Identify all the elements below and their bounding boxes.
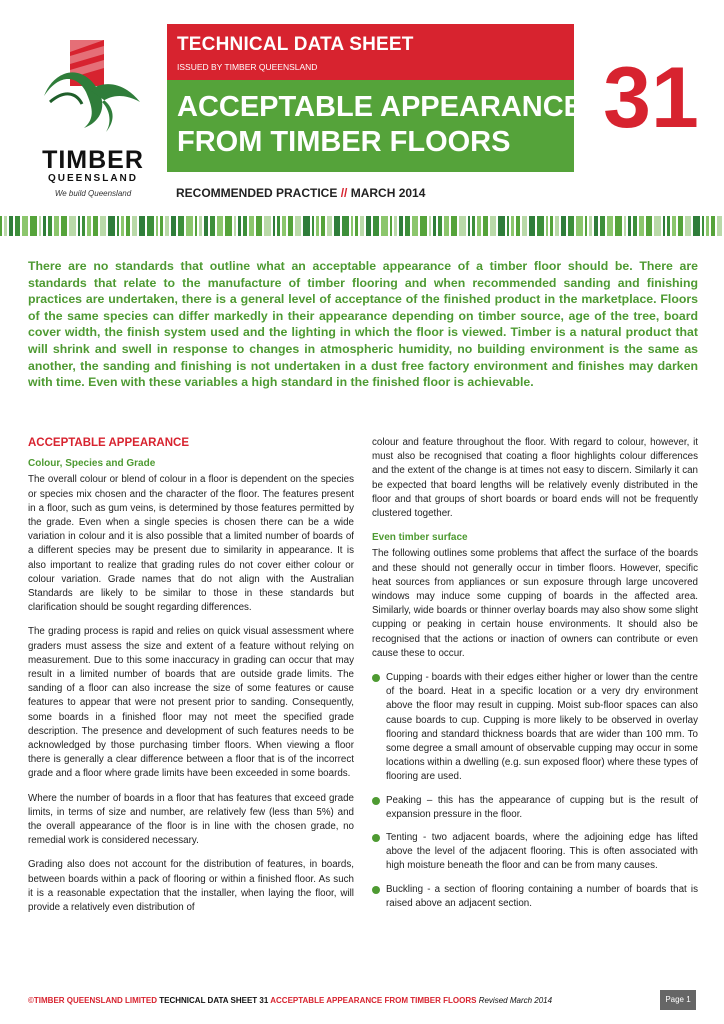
footer-title: ACCEPTABLE APPEARANCE FROM TIMBER FLOORS — [270, 996, 477, 1005]
strip-bar — [381, 216, 388, 236]
strip-bar — [4, 216, 7, 236]
surface-problems-list — [372, 671, 698, 911]
strip-bar — [600, 216, 605, 236]
logo-mark-icon — [40, 32, 144, 136]
strip-bar — [225, 216, 232, 236]
subheading-even-timber-surface: Even timber surface — [372, 532, 468, 544]
document-title — [177, 90, 583, 160]
strip-bar — [555, 216, 559, 236]
paragraph: Where the number of boards in a floor that has features that exceed grade limits, in terms of size and number, are relatively few (less than 5%) and the overall appearance of the floor is in line with the chosen grade, no remedial work is considered necessary. — [28, 792, 354, 847]
strip-bar — [405, 216, 410, 236]
document-title-line-2: FROM TIMBER FLOORS — [177, 126, 511, 158]
page-number-badge: Page 1 — [660, 990, 696, 1010]
strip-bar — [568, 216, 574, 236]
list-item-text: Tenting - two adjacent boards, where the adjoining edge has lifted above the level of the adjacent flooring. This is often associated with high moisture beneath the floor and can be from many causes. — [386, 832, 698, 872]
strip-bar — [711, 216, 715, 236]
strip-bar — [334, 216, 340, 236]
strip-bar — [498, 216, 505, 236]
strip-bar — [282, 216, 286, 236]
strip-bar — [78, 216, 80, 236]
strip-bar — [412, 216, 418, 236]
strip-bar — [0, 216, 2, 236]
strip-bar — [303, 216, 310, 236]
strip-bar — [585, 216, 587, 236]
strip-bar — [483, 216, 488, 236]
header-issued-by: ISSUED BY TIMBER QUEENSLAND — [177, 62, 318, 72]
strip-bar — [147, 216, 154, 236]
footer-copyright: ©TIMBER QUEENSLAND LIMITED — [28, 996, 158, 1005]
strip-bar — [433, 216, 436, 236]
strip-bar — [663, 216, 665, 236]
logo-tagline: We build Queensland — [54, 189, 132, 198]
strip-bar — [529, 216, 535, 236]
strip-bar — [444, 216, 449, 236]
list-item-text: Buckling - a section of flooring containing a number of boards that is raised above an adjacent section. — [386, 883, 698, 909]
strip-bar — [628, 216, 631, 236]
bullet-icon — [372, 797, 380, 805]
recommended-practice-label: RECOMMENDED PRACTICE — [176, 186, 338, 200]
strip-bar — [633, 216, 637, 236]
strip-bar — [121, 216, 124, 236]
strip-bar — [165, 216, 169, 236]
right-column — [372, 436, 698, 920]
strip-bar — [624, 216, 626, 236]
footer-revised: Revised March 2014 — [478, 996, 553, 1005]
strip-bar — [678, 216, 683, 236]
strip-bar — [511, 216, 514, 236]
strip-bar — [264, 216, 271, 236]
strip-bar — [316, 216, 319, 236]
strip-bar — [399, 216, 403, 236]
strip-bar — [420, 216, 427, 236]
strip-bar — [54, 216, 59, 236]
paragraph: The following outlines some problems that affect the surface of the boards and these should not generally occur in timber floors. However, specific heat sources from appliances or sun exposure through large uncovered windows may induce some cupping of boards in the affected area. Similarly, wide boards or thinner overlay boards may also show some slight cupping or peaking in certain house environments. It should also be recognised that the actions or inaction of owners can contribute or even cause these to occur. — [372, 548, 698, 659]
intro-paragraph: There are no standards that outline what an acceptable appearance of a timber floor should be. There are standards that relate to the manufacture of timber flooring and when recommended sanding and finishing practices are undertaken, there is a general level of acceptance of the finished product in the marketplace. Floors of the same species can differ markedly in their appearance depending on timber source, age of the tree, board cover width, the finish system used and the lighting in which the floor is viewed. Timber is a natural product that will shrink and swell in response to changes in atmospheric humidity, no building environment is the same as another, the sanding and finishing is not undertaken in a dust free factory environment and finishes may darken with time. Even with these variables a high standard in the finished floor is achievable. — [28, 259, 698, 390]
strip-bar — [30, 216, 37, 236]
strip-bar — [178, 216, 184, 236]
strip-bar — [546, 216, 548, 236]
paragraph: colour and feature throughout the floor. With regard to colour, however, it must also be recognised that coating a floor highlights colour differences and the extent of the change is at times not easy to discern. Similarly it can be expected that board lengths will be relatively evenly distributed in the floor and that groups of short boards or board ends will not be frequently clustered together. — [372, 437, 698, 520]
strip-bar — [100, 216, 106, 236]
list-item-text: Peaking – this has the appearance of cupping but is the result of expansion pressure in the floor. — [386, 794, 698, 820]
strip-bar — [685, 216, 691, 236]
strip-bar — [373, 216, 379, 236]
paragraph: The grading process is rapid and relies on quick visual assessment where graders must assess the size and extent of a feature without relying on measurement. Due to this some inaccuracy in grading can occur that may result in a limited number of boards that are outside grade limits. The sanding of a floor can also increase the size of some features or cause features to appear that were not present prior to sanding. Consequently, some boards in a finished floor may not meet the specified grade description. The presence and development of such features needs to be acknowledged by those purchasing timber floors. When viewing a floor there is generally a clear difference between a floor that is of the incorrect grade and a floor where grade limits have been exceeded in some boards. — [28, 626, 354, 780]
strip-bar — [646, 216, 652, 236]
header-main-band — [167, 80, 584, 172]
strip-bar — [672, 216, 676, 236]
strip-bar — [312, 216, 314, 236]
strip-bar — [171, 216, 176, 236]
paragraph: Grading also does not account for the distribution of features, in boards, between boards within a pack of flooring or within a finished floor. As such it is a reasonable expectation that the installer, when laying the floor, will provide a relatively even distribution of — [28, 859, 354, 914]
strip-bar — [321, 216, 325, 236]
bullet-icon — [372, 834, 380, 842]
strip-bar — [327, 216, 332, 236]
strip-bar — [204, 216, 208, 236]
strip-bar — [126, 216, 130, 236]
section-heading-acceptable-appearance: ACCEPTABLE APPEARANCE — [28, 437, 190, 449]
list-item — [372, 794, 698, 822]
logo-subword: QUEENSLAND — [47, 173, 138, 184]
strip-bar — [9, 216, 13, 236]
list-item — [372, 883, 698, 911]
strip-bar — [342, 216, 349, 236]
strip-bar — [156, 216, 158, 236]
strip-bar — [39, 216, 41, 236]
strip-bar — [160, 216, 163, 236]
strip-bar — [108, 216, 115, 236]
strip-bar — [69, 216, 76, 236]
strip-bar — [360, 216, 364, 236]
strip-bar — [438, 216, 442, 236]
strip-bar — [199, 216, 202, 236]
strip-bar — [390, 216, 392, 236]
strip-bar — [43, 216, 46, 236]
strip-bar — [693, 216, 700, 236]
strip-bar — [477, 216, 481, 236]
strip-bar — [186, 216, 193, 236]
strip-bar — [210, 216, 215, 236]
strip-bar — [472, 216, 475, 236]
strip-bar — [429, 216, 431, 236]
strip-bar — [589, 216, 592, 236]
footer — [28, 996, 552, 1005]
strip-bar — [717, 216, 722, 236]
strip-bar — [355, 216, 358, 236]
strip-bar — [22, 216, 28, 236]
strip-bar — [295, 216, 301, 236]
strip-bar — [522, 216, 527, 236]
strip-bar — [654, 216, 661, 236]
strip-bar — [87, 216, 91, 236]
strip-bar — [48, 216, 52, 236]
strip-bar — [576, 216, 583, 236]
strip-bar — [507, 216, 509, 236]
strip-bar — [490, 216, 496, 236]
sheet-number: 31 — [603, 50, 699, 146]
logo-word: TIMBER — [42, 146, 144, 174]
strip-bar — [468, 216, 470, 236]
issue-date: MARCH 2014 — [350, 186, 426, 200]
strip-bar — [243, 216, 247, 236]
strip-bar — [451, 216, 457, 236]
strip-bar — [459, 216, 466, 236]
strip-bar — [366, 216, 371, 236]
strip-bar — [15, 216, 20, 236]
strip-bar — [516, 216, 520, 236]
left-column — [28, 436, 354, 925]
strip-bar — [394, 216, 397, 236]
document-title-line-1: ACCEPTABLE APPEARANCE — [177, 91, 584, 123]
bullet-icon — [372, 674, 380, 682]
strip-bar — [277, 216, 280, 236]
strip-bar — [550, 216, 553, 236]
decorative-barcode-strip — [0, 216, 724, 236]
strip-bar — [607, 216, 613, 236]
strip-bar — [132, 216, 137, 236]
subheading-colour-species-grade: Colour, Species and Grade — [28, 458, 156, 470]
recommended-practice-line — [176, 186, 425, 200]
strip-bar — [61, 216, 67, 236]
strip-bar — [351, 216, 353, 236]
paragraph: The overall colour or blend of colour in a floor is dependent on the species or species mix chosen and the character of the floor. The features present in a floor, such as gum veins, is determined by those features permitted by the grade. Even when a single species is chosen there can be a wide variation in colour and it is also possible that a limited number of boards of a different species may be present due to similarity in appearance. It is also important to realize that grading rules do not cover either colour or colour variation. Grade names that do not align with the Australian Standards are likely to be similar to those in these standards but clarification should be sought regarding differences. — [28, 474, 354, 614]
strip-bar — [615, 216, 622, 236]
list-item — [372, 831, 698, 874]
strip-bar — [702, 216, 704, 236]
strip-bar — [249, 216, 254, 236]
strip-bar — [117, 216, 119, 236]
strip-bar — [273, 216, 275, 236]
header-title-band — [167, 24, 574, 80]
strip-bar — [139, 216, 145, 236]
strip-bar — [82, 216, 85, 236]
strip-bar — [288, 216, 293, 236]
strip-bar — [256, 216, 262, 236]
strip-bar — [639, 216, 644, 236]
strip-bar — [195, 216, 197, 236]
header-title: TECHNICAL DATA SHEET — [177, 34, 414, 55]
list-item — [372, 671, 698, 785]
strip-bar — [217, 216, 223, 236]
strip-bar — [706, 216, 709, 236]
strip-bar — [594, 216, 598, 236]
bullet-icon — [372, 886, 380, 894]
strip-bar — [234, 216, 236, 236]
footer-sheet: TECHNICAL DATA SHEET 31 — [159, 996, 269, 1005]
separator: // — [340, 186, 348, 200]
strip-bar — [561, 216, 566, 236]
strip-bar — [667, 216, 670, 236]
list-item-text: Cupping - boards with their edges either higher or lower than the centre of the board. Heat in a specific location or a very dry environment above the floor may result in cupping. Moist sub-floor spaces can also cause boards to cup. Cupping is more likely to be observed in overlay flooring and standard thickness boards that are wider than 100 mm. To some degree a small amount of observable cupping may occur in some locations within a dwelling (e.g. sun exposed floor) where these types of flooring are used. — [386, 672, 698, 783]
strip-bar — [93, 216, 98, 236]
strip-bar — [238, 216, 241, 236]
timber-queensland-logo — [28, 32, 158, 202]
strip-bar — [537, 216, 544, 236]
